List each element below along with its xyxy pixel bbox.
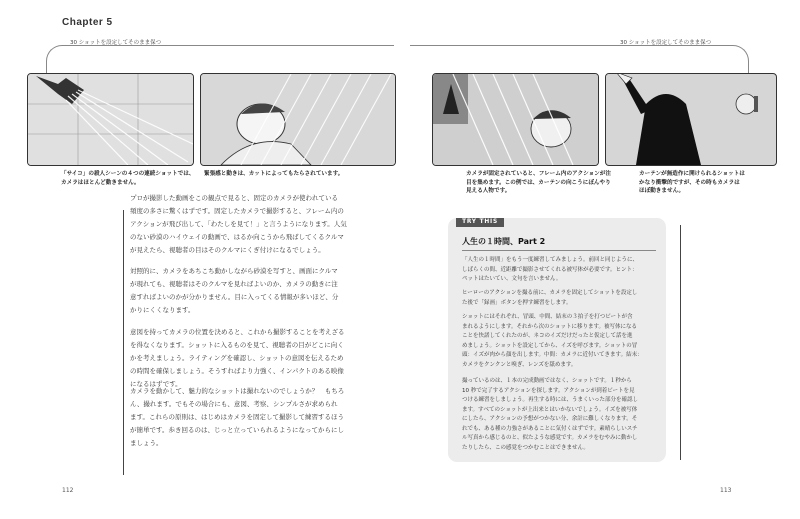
body-line: カメラを動かして、魅力的なショットは撮れないのでしょうか？ もちろ [130, 387, 345, 395]
try-this-title: 人生の１時間、Part 2 [462, 237, 546, 246]
try-this-paragraph-2 [462, 289, 658, 308]
body-paragraph-2 [130, 265, 375, 317]
box-line: ことを快諾してくれたのが、ネコのイズだけだったと仮定して話を進 [462, 333, 633, 339]
try-this-paragraph-3 [462, 313, 658, 370]
caption-line: かなり衝撃的ですが、その時もカメラは [639, 179, 740, 186]
shower-head-sketch [28, 74, 193, 165]
box-line: たりしたら、この感覚をつかむことはできません。 [462, 444, 589, 451]
box-line: 撮っているのは、１本の完成動画ではなく、ショットです。１秒から [462, 378, 632, 384]
body-line: 頻度の多さに驚くはずです。固定したカメラで撮影すると、フレーム内の [130, 207, 344, 215]
box-line: カメラをクンクンと嗅ぎ、レンズを舐めます。 [462, 361, 577, 368]
woman-showering-sketch [201, 74, 395, 165]
body-paragraph-3 [130, 326, 375, 391]
box-line: めましょう。ショットを設定してから、イズを呼びます。ショットの冒 [462, 342, 638, 349]
body-line: ます。これらの原則は、はじめはカメラを固定して撮影して練習するほう [130, 413, 344, 421]
body-line: 意図を持ってカメラの位置を決めると、これから撮影することを考えざる [130, 328, 345, 336]
try-this-divider [462, 250, 656, 251]
caption-curtain-figure [466, 170, 616, 196]
running-title-right: 30 ショットを設定してそのまま保つ [620, 40, 712, 46]
storyboard-panel-curtain-figure [432, 73, 599, 166]
body-paragraph-1 [130, 192, 375, 257]
margin-rule-left [123, 210, 124, 475]
header-rule-curve-right [732, 45, 749, 76]
body-line: プロが撮影した動画をこの観点で見ると、固定のカメラが使われている [130, 194, 338, 202]
body-line: が簡単です。歩き回るのは、じっと立っていられるようになってからにし [130, 426, 344, 434]
caption-line: カメラはほとんど動きません。 [61, 179, 140, 186]
chapter-label: Chapter 5 [62, 17, 113, 28]
body-line: を得なくなります。ショットに入るものを見て、視聴者の目がどこに向く [130, 341, 344, 349]
body-line: 対照的に、カメラをあちこち動かしながら砂漠を写すと、画面にクルマ [130, 267, 338, 275]
caption-line: 「サイコ」の殺人シーンの４つの連続ショットでは、 [61, 171, 195, 177]
box-line: ます。すべてのショットが上出来とはいかないでしょう。イズを被写体 [462, 406, 638, 413]
body-line: の時間を確保しましょう。そうすればより力強く、インパクトのある映像 [130, 367, 344, 375]
box-line: 10 秒で完了するアクションを探します。アクションが到着ビートを見 [462, 387, 635, 394]
box-line: ペットはたいてい、文句を言いません。 [462, 276, 562, 282]
body-line: かりにくくなります。 [130, 306, 195, 314]
try-this-paragraph-1 [462, 256, 658, 285]
body-line: が見えたら、視聴者の目はそのクルマにくぎ付けになるでしょう。 [130, 246, 325, 254]
caption-knife-attacker [639, 170, 789, 196]
curtain-figure-sketch [433, 74, 598, 165]
box-line: にしたら、アクションの予想がつかない分、余計に難しくなります。そ [462, 416, 638, 422]
caption-line: カーテンが無造作に開けられるショットは [639, 171, 745, 177]
box-line: 「人生の１時間」をもう一度練習してみましょう。前回と同じように、 [462, 257, 639, 263]
try-this-paragraph-4 [462, 377, 658, 453]
caption-woman-showering [204, 170, 354, 179]
caption-shower-head [61, 170, 211, 187]
caption-line: 見える人物です。 [466, 188, 511, 194]
storyboard-panel-woman-showering [200, 73, 396, 166]
body-line: かを考えましょう。ライティングを確認し、ショットの意図を伝えるため [130, 354, 344, 362]
body-line: ん、撮れます。でもその場合にも、意図、考察、シンプルさが求められ [130, 400, 338, 408]
header-rule-curve-left [46, 45, 63, 76]
box-line: 頭：イズが肉から顔を出します。中間：カメラに近付いてきます。結末： [462, 352, 643, 358]
box-line: ル写真から感じるのと、似たような感覚です。カメラをむやみに動かし [462, 435, 638, 441]
body-line: が現れても、視聴者はそのクルマを見ればよいのか、カメラの動きに注 [130, 280, 338, 288]
caption-line: 緊張感と動きは、カットによってもたらされています。 [204, 171, 344, 177]
caption-line: ほぼ動きません。 [639, 188, 685, 194]
body-line: アクションが飛び出して、「わたしを見て！」と言うようになります。人気 [130, 220, 347, 228]
box-line: ヒーローのアクションを撮る前に、カメラを固定してショットを設定し [462, 290, 638, 296]
caption-line: 目を集めます。この例では、カーテンの向こうにぼんやり [466, 179, 611, 186]
caption-line: カメラが固定されていると、フレーム内のアクションが注 [466, 171, 611, 177]
running-title-left: 30 ショットを設定してそのまま保つ [70, 40, 162, 46]
body-line: ましょう。 [130, 439, 163, 447]
body-line: 意すればよいのかが分かりません。目に入ってくる情報が多いほど、分 [130, 293, 339, 301]
box-line: つける練習をしましょう。再生する時には、うまくいった部分を確認し [462, 397, 639, 403]
try-this-badge: TRY THIS [456, 218, 504, 227]
body-line: のない砂漠のハイウェイの動画で、はるか向こうから飛ばしてくるクルマ [130, 233, 344, 241]
page-number-right: 113 [720, 487, 732, 494]
storyboard-panel-shower-head [27, 73, 194, 166]
box-line: しばらくの間、近距離で撮影させてくれる被写体が必要です。ヒント： [462, 266, 638, 273]
body-paragraph-4 [130, 385, 375, 450]
margin-rule-right [680, 225, 681, 460]
knife-attacker-sketch [606, 74, 776, 165]
storyboard-panel-knife-attacker [605, 73, 777, 166]
body-line: になるはずです。 [130, 380, 182, 388]
box-line: れでも、ある種の力強さがあることに気付くはずです。素晴らしいスチ [462, 425, 638, 432]
box-line: まれるようにします。それから次のショットに移ります。被写体になる [462, 323, 638, 330]
box-line: ショットにはそれぞれ、冒頭、中間、結末の３拍子を打つビートが含 [462, 314, 633, 320]
page-number-left: 112 [62, 487, 74, 494]
box-line: た後で「録画」ボタンを押す練習をします。 [462, 299, 572, 306]
